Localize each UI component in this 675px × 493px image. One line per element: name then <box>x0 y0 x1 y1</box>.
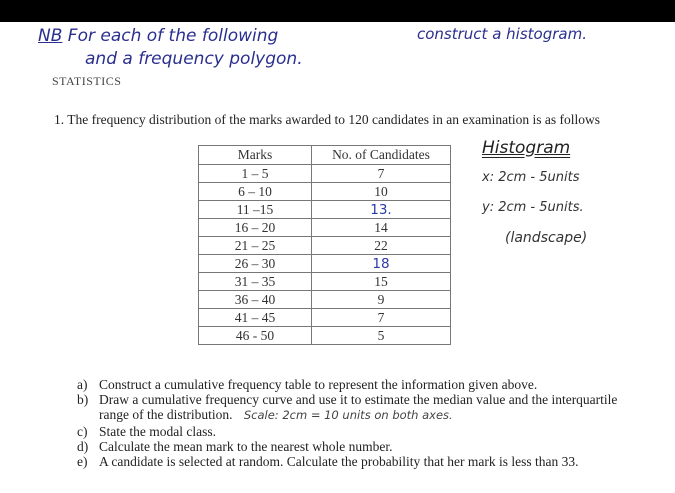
cell-marks: 1 – 5 <box>199 165 312 183</box>
part-label: b) <box>77 392 89 408</box>
cell-marks: 36 – 40 <box>199 291 312 309</box>
table-row <box>199 255 451 273</box>
part-text: State the modal class. <box>99 423 216 439</box>
histogram-note-title: Histogram <box>482 138 571 158</box>
part-text: Construct a cumulative frequency table to represent the information given above. <box>99 377 538 392</box>
part-label: d) <box>77 438 89 454</box>
header-marks: Marks <box>199 146 312 165</box>
cell-marks: 31 – 35 <box>199 273 312 291</box>
handwritten-scale-note: Scale: 2cm = 10 units on both axes. <box>243 408 453 423</box>
table-row <box>199 237 451 255</box>
handwritten-instruction-line1 <box>38 26 278 46</box>
cell-marks: 41 – 45 <box>199 309 312 327</box>
cell-count-handwritten: 18 <box>312 255 451 273</box>
table-row <box>199 183 451 201</box>
question-parts-list <box>77 377 617 469</box>
part-label: a) <box>77 377 88 392</box>
question-part-c <box>77 424 617 439</box>
cell-count: 22 <box>312 237 451 255</box>
cell-count: 15 <box>312 273 451 291</box>
cell-count: 5 <box>312 327 451 345</box>
handwritten-instruction-right: construct a histogram. <box>417 25 587 43</box>
table-row <box>199 165 451 183</box>
question-part-b-continuation <box>77 407 617 423</box>
cell-marks: 16 – 20 <box>199 219 312 237</box>
cell-marks: 21 – 25 <box>199 237 312 255</box>
handwritten-instruction-line2: and a frequency polygon. <box>85 49 303 69</box>
histogram-x-scale: x: 2cm - 5units <box>482 170 580 185</box>
histogram-y-scale: y: 2cm - 5units. <box>482 200 584 215</box>
part-label: c) <box>77 423 88 439</box>
cell-count: 7 <box>312 165 451 183</box>
cell-count: 10 <box>312 183 451 201</box>
cell-count-handwritten: 13. <box>312 201 451 219</box>
nb-label: NB <box>38 26 63 46</box>
header-candidates: No. of Candidates <box>312 146 451 165</box>
question-part-e <box>77 454 617 469</box>
table-header-row <box>199 146 451 165</box>
part-text: Calculate the mean mark to the nearest whole number. <box>99 438 393 454</box>
question-part-d <box>77 439 617 454</box>
cell-count: 14 <box>312 219 451 237</box>
cell-count: 7 <box>312 309 451 327</box>
cell-marks: 11 –15 <box>199 201 312 219</box>
cell-marks: 6 – 10 <box>199 183 312 201</box>
cell-count: 9 <box>312 291 451 309</box>
part-text-continuation: range of the distribution. <box>99 407 233 423</box>
table-row <box>199 327 451 345</box>
cell-marks: 26 – 30 <box>199 255 312 273</box>
histogram-orientation: (landscape) <box>505 230 588 246</box>
table-row <box>199 273 451 291</box>
instruction-text: For each of the following <box>67 26 279 46</box>
part-text: Draw a cumulative frequency curve and use it to estimate the median value and the interquartile <box>99 392 618 408</box>
table-row <box>199 291 451 309</box>
top-black-bar <box>0 0 675 22</box>
frequency-table <box>198 145 451 345</box>
question-1-intro: 1. The frequency distribution of the marks awarded to 120 candidates in an examination is as follows <box>54 112 600 127</box>
table-row <box>199 201 451 219</box>
part-text: A candidate is selected at random. Calculate the probability that her mark is less than 33. <box>99 454 579 470</box>
table-row <box>199 219 451 237</box>
section-title: STATISTICS <box>52 74 122 88</box>
table-row <box>199 309 451 327</box>
part-label: e) <box>77 454 88 470</box>
cell-marks: 46 - 50 <box>199 327 312 345</box>
question-part-a <box>77 377 617 392</box>
question-part-b <box>77 392 617 407</box>
